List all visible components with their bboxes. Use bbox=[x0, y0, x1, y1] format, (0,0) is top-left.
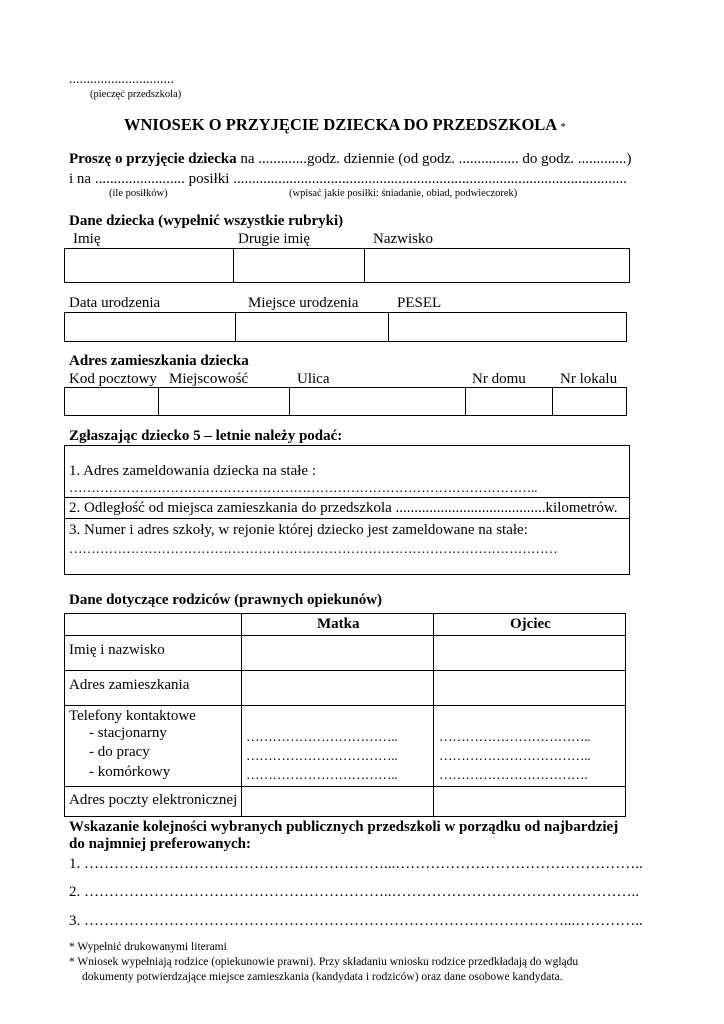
label-city: Miejscowość bbox=[169, 371, 249, 387]
label-street: Ulica bbox=[297, 371, 330, 387]
meals-count-hint: (ile posiłków) bbox=[109, 188, 168, 199]
footnote-2: * Wniosek wypełniają rodzice (opiekunowie prawni). Przy składaniu wniosku rodzice przedkładają do wglądu bbox=[69, 956, 579, 968]
footnote-2-cont: dokumenty potwierdzające miejsce zamieszkania (kandydata i rodziców) oraz dane osobowe kandydata. bbox=[82, 971, 563, 983]
street-field[interactable] bbox=[290, 388, 465, 415]
child-name-row bbox=[64, 248, 630, 283]
father-email-field[interactable] bbox=[434, 787, 625, 817]
stamp-label: (pieczęć przedszkola) bbox=[90, 89, 182, 100]
label-birth-date: Data urodzenia bbox=[69, 295, 161, 311]
footnote-1: * Wypełnić drukowanymi literami bbox=[69, 941, 227, 953]
preference-2-field[interactable]: 2. ……………………………………………………..………………………………………….. bbox=[69, 884, 639, 900]
label-postal-code: Kod pocztowy bbox=[69, 371, 157, 387]
address-row bbox=[64, 387, 627, 416]
col-mother: Matka bbox=[317, 616, 360, 632]
label-pesel: PESEL bbox=[397, 295, 442, 311]
father-phone-mobile[interactable]: ……………………………. bbox=[439, 767, 588, 782]
mother-email-field[interactable] bbox=[242, 787, 433, 817]
preferences-heading: Wskazanie kolejności wybranych publicznych przedszkoli w porządku od najbardziej do najmniej preferowanych: bbox=[69, 819, 619, 852]
birth-place-field[interactable] bbox=[236, 313, 388, 341]
row-phones-label: Telefony kontaktowe bbox=[69, 708, 196, 724]
postal-code-field[interactable] bbox=[65, 388, 158, 415]
request-line-2: i na ........................ posiłki ......................................................................................................... bbox=[69, 171, 627, 187]
city-field[interactable] bbox=[159, 388, 289, 415]
title-text: WNIOSEK O PRZYJĘCIE DZIECKA DO PRZEDSZKOLA bbox=[124, 115, 557, 134]
mother-phone-mobile[interactable]: …………………………….. bbox=[246, 767, 398, 782]
last-name-field[interactable] bbox=[365, 249, 629, 282]
residence-address-field[interactable]: …………………………………………………………………………………………….. bbox=[69, 480, 538, 495]
page-title bbox=[124, 115, 566, 135]
father-phone-work[interactable]: …………………………….. bbox=[439, 748, 591, 763]
father-address-field[interactable] bbox=[434, 671, 625, 705]
preference-3-field[interactable]: 3. ……………………………………………………………………………………...………….. bbox=[69, 913, 643, 929]
label-first-name: Imię bbox=[73, 231, 101, 247]
label-second-name: Drugie imię bbox=[238, 231, 311, 247]
label-house-no: Nr domu bbox=[472, 371, 526, 387]
father-phone-landline[interactable]: …………………………….. bbox=[439, 729, 591, 744]
mother-name-field[interactable] bbox=[242, 636, 433, 670]
stamp-dots: .............................. bbox=[69, 72, 174, 87]
preference-1-field[interactable]: 1. ……………………………………………………...………………………………………….. bbox=[69, 856, 643, 872]
row-address-label: Adres zamieszkania bbox=[69, 677, 190, 693]
second-name-field[interactable] bbox=[234, 249, 364, 282]
address-heading: Adres zamieszkania dziecka bbox=[69, 353, 249, 369]
first-name-field[interactable] bbox=[65, 249, 233, 282]
father-name-field[interactable] bbox=[434, 636, 625, 670]
flat-no-field[interactable] bbox=[553, 388, 626, 415]
residence-address-label: 1. Adres zameldowania dziecka na stałe : bbox=[69, 463, 316, 479]
row-email-label: Adres poczty elektronicznej bbox=[69, 792, 238, 808]
title-footnote-mark: * bbox=[560, 121, 566, 133]
phone-type-mobile: - komórkowy bbox=[89, 764, 171, 780]
birth-date-field[interactable] bbox=[65, 313, 235, 341]
child-birth-row bbox=[64, 312, 627, 342]
mother-phone-landline[interactable]: …………………………….. bbox=[246, 729, 398, 744]
phone-type-landline: - stacjonarny bbox=[89, 725, 167, 741]
pesel-field[interactable] bbox=[389, 313, 626, 341]
meals-type-hint: (wpisać jakie posiłki: śniadanie, obiad, podwieczorek) bbox=[289, 188, 518, 199]
school-label: 3. Numer i adres szkoły, w rejonie której dziecko jest zameldowane na stałe: bbox=[69, 522, 528, 538]
label-last-name: Nazwisko bbox=[373, 231, 433, 247]
label-flat-no: Nr lokalu bbox=[560, 371, 618, 387]
col-father: Ojciec bbox=[510, 616, 551, 632]
five-year-heading: Zgłaszając dziecko 5 – letnie należy podać: bbox=[69, 428, 343, 444]
phone-type-work: - do pracy bbox=[89, 744, 150, 760]
label-birth-place: Miejsce urodzenia bbox=[248, 295, 359, 311]
distance-field[interactable]: 2. Odległość od miejsca zamieszkania do przedszkola ........................................kilometrów. bbox=[69, 500, 618, 516]
mother-address-field[interactable] bbox=[242, 671, 433, 705]
row-name-label: Imię i nazwisko bbox=[69, 642, 165, 658]
request-hours: na .............godz. dziennie (od godz. ................ do godz. .............) bbox=[236, 151, 632, 167]
request-line-1 bbox=[69, 151, 632, 168]
request-lead: Proszę o przyjęcie dziecka bbox=[69, 151, 237, 167]
mother-phone-work[interactable]: …………………………….. bbox=[246, 748, 398, 763]
school-field[interactable]: ………………………………………………………………………………………………… bbox=[69, 541, 558, 556]
parents-table bbox=[64, 613, 626, 817]
child-heading: Dane dziecka (wypełnić wszystkie rubryki) bbox=[69, 213, 344, 229]
house-no-field[interactable] bbox=[466, 388, 552, 415]
five-year-box bbox=[64, 445, 630, 575]
parents-heading: Dane dotyczące rodziców (prawnych opiekunów) bbox=[69, 592, 383, 608]
